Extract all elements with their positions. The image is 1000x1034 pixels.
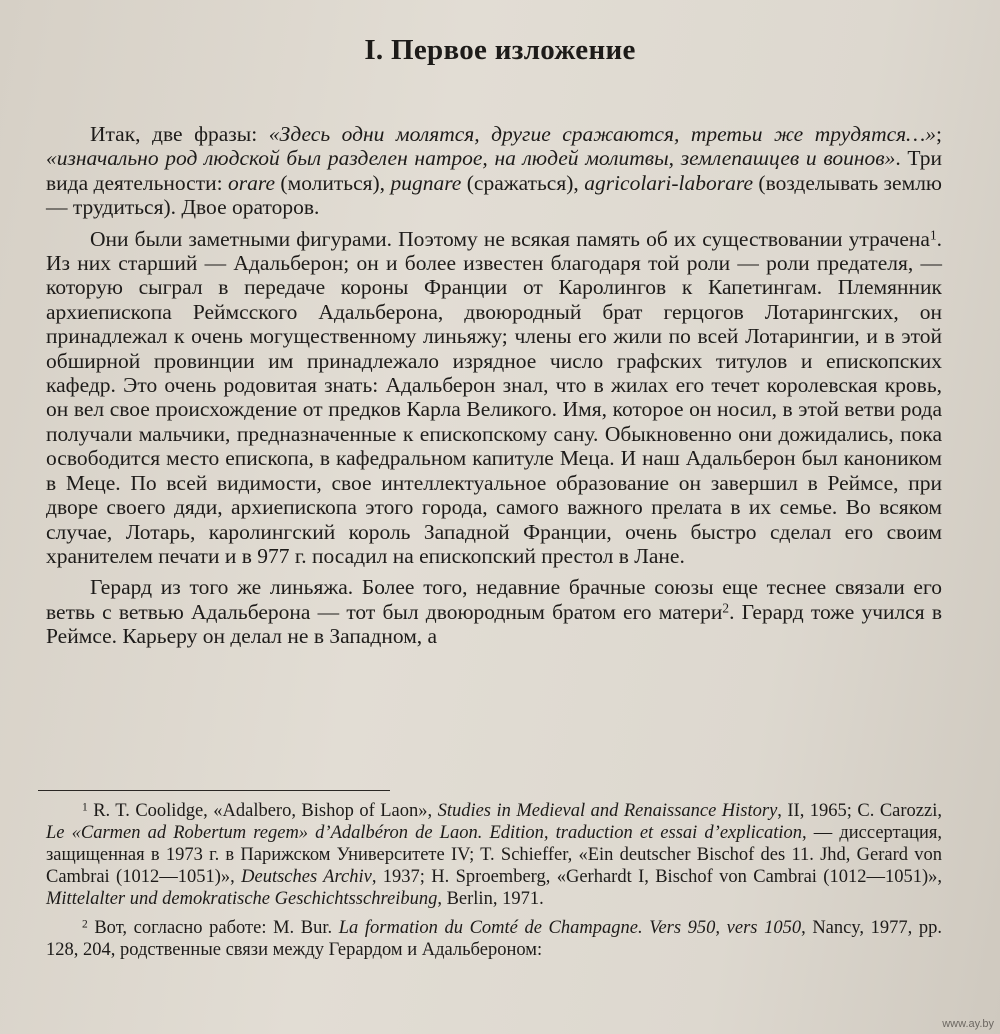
footnote-2: $^2$ Вот, согласно работе: M. Bur. La formation du Comté de Champagne. Vers 950, vers 1050, Nancy, 1977, pp. 128, 204, родственные связи между Герардом и Адальбероном:	[46, 918, 942, 960]
footnote-divider	[38, 790, 390, 791]
bleed-through-text: ⠀	[10, 1, 25, 23]
paragraph-2: Они были заметными фигурами. Поэтому не всякая память об их существовании утрачена$^1$. Из них старший — Адальберон; он и более известен благодаря той роли — роли предателя, — которую сыграл в передаче короны Франции от Каролингов к Капетингам. Племянник архиепископа Реймсского Адальберона, двоюродный брат герцогов Лотарингских, он принадлежал к очень могущественному линьяжу; члены его жили по всей Лотарингии, и в этой обширной провинции им принадлежало изрядное число графских титулов и епископских кафедр. Это очень родовитая знать: Адальберон знал, что в жилах его течет королевская кровь, он вел свое происхождение от предков Карла Великого. Имя, которое он носил, в этой ветви рода получали мальчики, предназначенные к епископскому сану. Обыкновенно они дожидались, пока освободится место епископа, в кафедральном капитуле Меца. И наш Адальберон был каноником в Меце. По всей видимости, свое интеллектуальное образование он завершил в Реймсе, при дворе своего дяди, архиепископа этого города, самого важного прелата в их семье. Во всяком случае, Лотарь, каролингский король Западной Франции, очень быстро сделал его своим хранителем печати и в 977 г. посадил на епископский престол в Лане.	[46, 226, 942, 568]
paragraph-1: Итак, две фразы: «Здесь одни молятся, другие сражаются, третьи же трудятся…»; «изначально род людской был разделен натрое, на людей молитвы, землепашцев и воинов». Три вида деятельности: orare (молиться), pugnare (сражаться), agricolari-laborare (возделывать землю — трудиться). Двое ораторов.	[46, 122, 943, 220]
main-text	[46, 122, 942, 656]
paragraph-3: Герард из того же линьяжа. Более того, недавние брачные союзы еще теснее связали его ветвь с ветвью Адальберона — тот был двоюродным братом его матери$^2$. Герард тоже учился в Реймсе. Карьеру он делал не в Западном, а	[46, 575, 943, 649]
footnote-ref-2: 2	[722, 600, 730, 616]
watermark: www.ay.by	[942, 1018, 994, 1030]
footnote-ref-1: 1	[929, 226, 937, 242]
footnotes	[46, 800, 942, 968]
footnote-1: $^1$ R. T. Coolidge, «Adalbero, Bishop of Laon», Studies in Medieval and Renaissance History, II, 1965; C. Carozzi, Le «Carmen ad Robertum regem» d’Adalbéron de Laon. Edition, traduction et essai d’explication, — диссертация, защищенная в 1973 г. в Парижском Университете IV; T. Schieffer, «Ein deutscher Bischof des 11. Jhd, Gerard von Cambrai (1012—1051)», Deutsches Archiv, 1937; H. Sproemberg, «Gerhardt I, Bischof von Cambrai (1012—1051)», Mittelalter und demokratische Geschichtsschreibung, Berlin, 1971.	[46, 801, 942, 909]
chapter-heading: I. Первое изложение	[364, 34, 636, 66]
